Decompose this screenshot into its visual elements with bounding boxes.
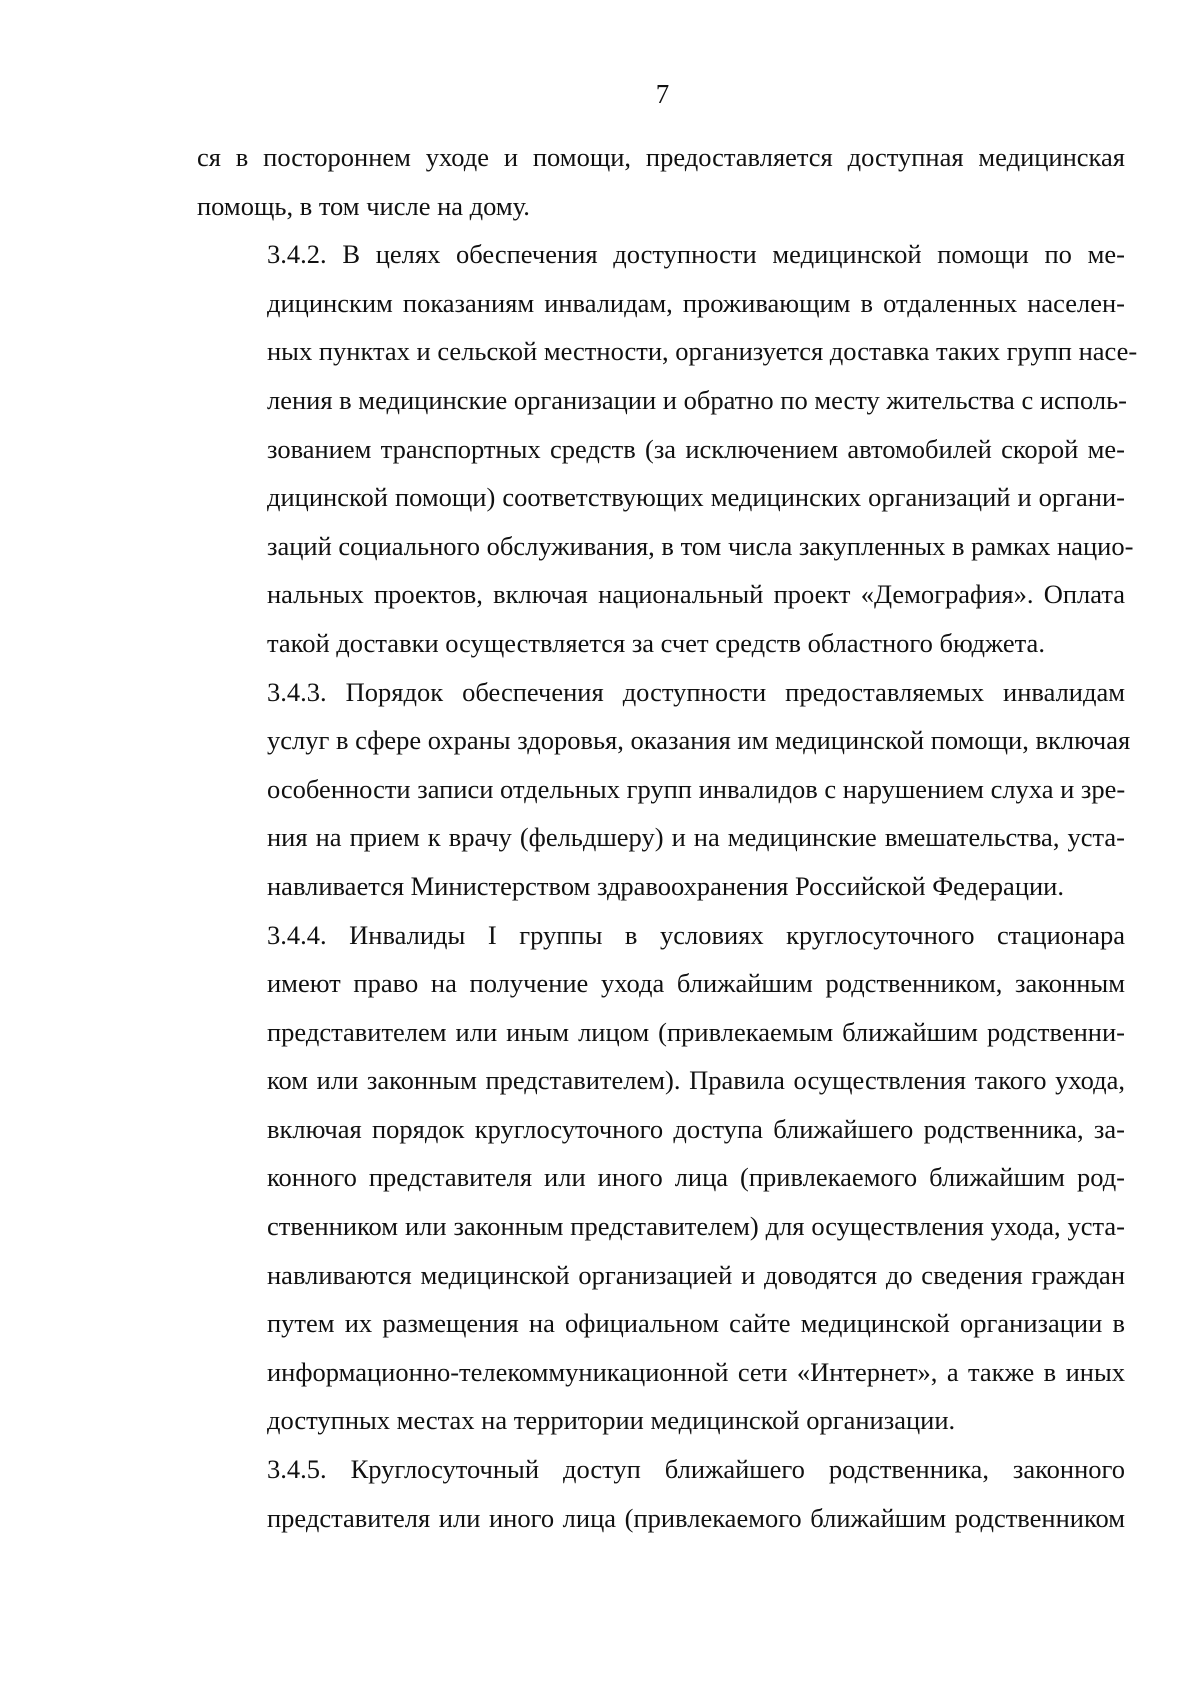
text-line: особенности записи отдельных групп инвалидов с нарушением слуха и зре- [267, 773, 1126, 804]
text-line: конного представителя или иного лица (привлекаемого ближайшим род- [267, 1162, 1125, 1193]
text-line: ления в медицинские организации и обратно по месту жительства с исполь- [267, 384, 1127, 415]
text-line: доступных местах на территории медицинской организации. [267, 1405, 956, 1436]
text-line: представителем или иным лицом (привлекаемым ближайшим родственни- [267, 1016, 1125, 1047]
paragraph-p-3-4-3 [197, 668, 1131, 911]
paragraph-p-3-4-4 [197, 911, 1125, 1446]
text-line: ных пунктах и сельской местности, организуется доставка таких групп насе- [267, 336, 1138, 367]
text-line: нальных проектов, включая национальный проект «Демография». Оплата [267, 579, 1125, 610]
text-line: 3.4.2. В целях обеспечения доступности медицинской помощи по ме- [267, 239, 1125, 270]
paragraph-p-3-4-5 [197, 1445, 1125, 1542]
text-line: 3.4.3. Порядок обеспечения доступности предоставляемых инвалидам [267, 676, 1125, 707]
paragraph-p-cont [197, 133, 1125, 230]
text-line: ния на прием к врачу (фельдшеру) и на медицинские вмешательства, уста- [267, 822, 1125, 853]
document-body [197, 133, 1138, 1542]
text-line: ся в постороннем уходе и помощи, предоставляется доступная медицинская [197, 142, 1125, 172]
text-line: информационно-телекоммуникационной сети «Интернет», а также в иных [267, 1356, 1125, 1387]
page-number: 7 [655, 79, 670, 109]
text-line: зованием транспортных средств (за исключением автомобилей скорой ме- [267, 433, 1125, 464]
paragraph-p-3-4-2 [197, 230, 1138, 667]
text-line: дицинской помощи) соответствующих медицинских организаций и органи- [267, 482, 1125, 513]
text-line: помощь, в том числе на дому. [197, 190, 530, 221]
text-line: навливается Министерством здравоохранения Российской Федерации. [267, 870, 1064, 901]
text-line: навливаются медицинской организацией и доводятся до сведения граждан [267, 1259, 1125, 1290]
text-line: ком или законным представителем). Правила осуществления такого ухода, [267, 1065, 1125, 1096]
text-line: включая порядок круглосуточного доступа ближайшего родственника, за- [267, 1113, 1125, 1144]
text-line: 3.4.5. Круглосуточный доступ ближайшего родственника, законного [267, 1454, 1125, 1485]
text-line: ственником или законным представителем) для осуществления ухода, уста- [267, 1211, 1125, 1242]
text-line: заций социального обслуживания, в том числа закупленных в рамках нацио- [267, 530, 1134, 561]
text-line: такой доставки осуществляется за счет средств областного бюджета. [267, 627, 1045, 658]
text-line: представителя или иного лица (привлекаемого ближайшим родственником [267, 1502, 1125, 1533]
text-line: имеют право на получение ухода ближайшим родственником, законным [267, 968, 1125, 999]
text-line: услуг в сфере охраны здоровья, оказания им медицинской помощи, включая [267, 725, 1131, 756]
text-line: путем их размещения на официальном сайте медицинской организации в [267, 1308, 1125, 1339]
text-line: 3.4.4. Инвалиды I группы в условиях круглосуточного стационара [267, 919, 1125, 950]
text-line: дицинским показаниям инвалидам, проживающим в отдаленных населен- [267, 287, 1125, 318]
